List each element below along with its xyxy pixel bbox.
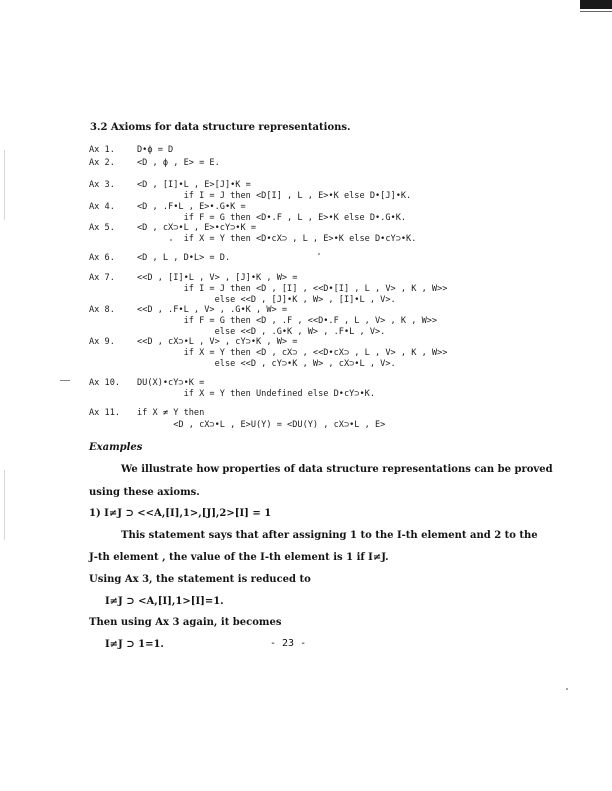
scan-speck <box>566 688 568 690</box>
axiom-line: if X = Y then <D•cX⊃ , L , E>•K else D•cY⊃•K. <box>137 234 417 244</box>
axiom-label: Ax 7. <box>89 273 115 283</box>
axiom-line: if X = Y then Undefined else D•cY⊃•K. <box>137 389 375 399</box>
axiom-line: if I = J then <D , [I] , <<D•[I] , L , V> , K , W>> <box>137 284 448 294</box>
explanation-text: J-th element , the value of the I-th element is 1 if I≠J. <box>89 552 389 563</box>
axiom-line: <D , [I]•L , E>[J]•K = <box>137 180 251 190</box>
axiom-label: Ax 5. <box>89 223 115 233</box>
axiom-line: DU(X)•cY⊃•K = <box>137 378 205 388</box>
axiom-label: Ax 3. <box>89 180 115 190</box>
examples-heading: Examples <box>89 442 143 453</box>
axiom-line: <D , L , D•L> = D. <box>137 253 231 263</box>
intro-text: using these axioms. <box>89 487 200 498</box>
axiom-label: Ax 6. <box>89 253 115 263</box>
axiom-line: <D , cX⊃•L , E>U(Y) = <DU(Y) , cX⊃•L , E> <box>137 420 386 430</box>
axiom-label: Ax 10. <box>89 378 121 388</box>
axiom-line: if X = Y then <D , cX⊃ , <<D•cX⊃ , L , V> , K , W>> <box>137 348 448 358</box>
scan-edge-line <box>4 150 5 220</box>
axiom-line: if F = G then <D , .F , <<D•.F , L , V> , K , W>> <box>137 316 438 326</box>
axiom-line: else <<D , .G•K , W> , .F•L , V>. <box>137 327 386 337</box>
axiom-line: <D , ϕ , E> = E. <box>137 158 220 168</box>
axiom-label: Ax 4. <box>89 202 115 212</box>
scan-speck <box>318 253 320 255</box>
scan-corner-mark <box>580 0 612 9</box>
axiom-label: Ax 1. <box>89 145 115 155</box>
axiom-line: else <<D , [J]•K , W> , [I]•L , V>. <box>137 295 396 305</box>
axiom-label: Ax 9. <box>89 337 115 347</box>
margin-dash <box>60 380 70 381</box>
axiom-line: if F = G then <D•.F , L , E>•K else D•.G•K. <box>137 213 407 223</box>
section-title: 3.2 Axioms for data structure representations. <box>90 122 351 133</box>
axiom-line: <<D , [I]•L , V> , [J]•K , W> = <box>137 273 298 283</box>
axiom-label: Ax 2. <box>89 158 115 168</box>
axiom-line: else <<D , cY⊃•K , W> , cX⊃•L , V>. <box>137 359 396 369</box>
axiom-line: if X ≠ Y then <box>137 408 205 418</box>
step-formula: I≠J ⊃ <A,[I],1>[I]=1. <box>105 596 224 607</box>
axiom-line: <<D , cX⊃•L , V> , cY⊃•K , W> = <box>137 337 298 347</box>
axiom-label: Ax 8. <box>89 305 115 315</box>
axiom-line: if I = J then <D[I] , L , E>•K else D•[J]•K. <box>137 191 412 201</box>
step-formula: I≠J ⊃ 1=1. <box>105 639 164 650</box>
explanation-text: This statement says that after assigning 1 to the I-th element and 2 to the <box>121 530 538 541</box>
example-formula: 1) I≠J ⊃ <<A,[I],1>,[J],2>[I] = 1 <box>89 508 272 519</box>
axiom-label: Ax 11. <box>89 408 121 418</box>
axiom-line: <<D , .F•L , V> , .G•K , W> = <box>137 305 288 315</box>
intro-text: We illustrate how properties of data structure representations can be proved <box>121 464 553 475</box>
axiom-line: <D , .F•L , E>•.G•K = <box>137 202 246 212</box>
scan-corner-line <box>580 11 612 12</box>
axiom-line: <D , cX⊃•L , E>•cY⊃•K = <box>137 223 256 233</box>
step-text: Using Ax 3, the statement is reduced to <box>89 574 311 585</box>
axiom-line: D•ϕ = D <box>137 145 174 155</box>
scan-edge-line <box>4 470 5 540</box>
page-number: - 23 - <box>270 638 307 649</box>
step-text: Then using Ax 3 again, it becomes <box>89 617 282 628</box>
